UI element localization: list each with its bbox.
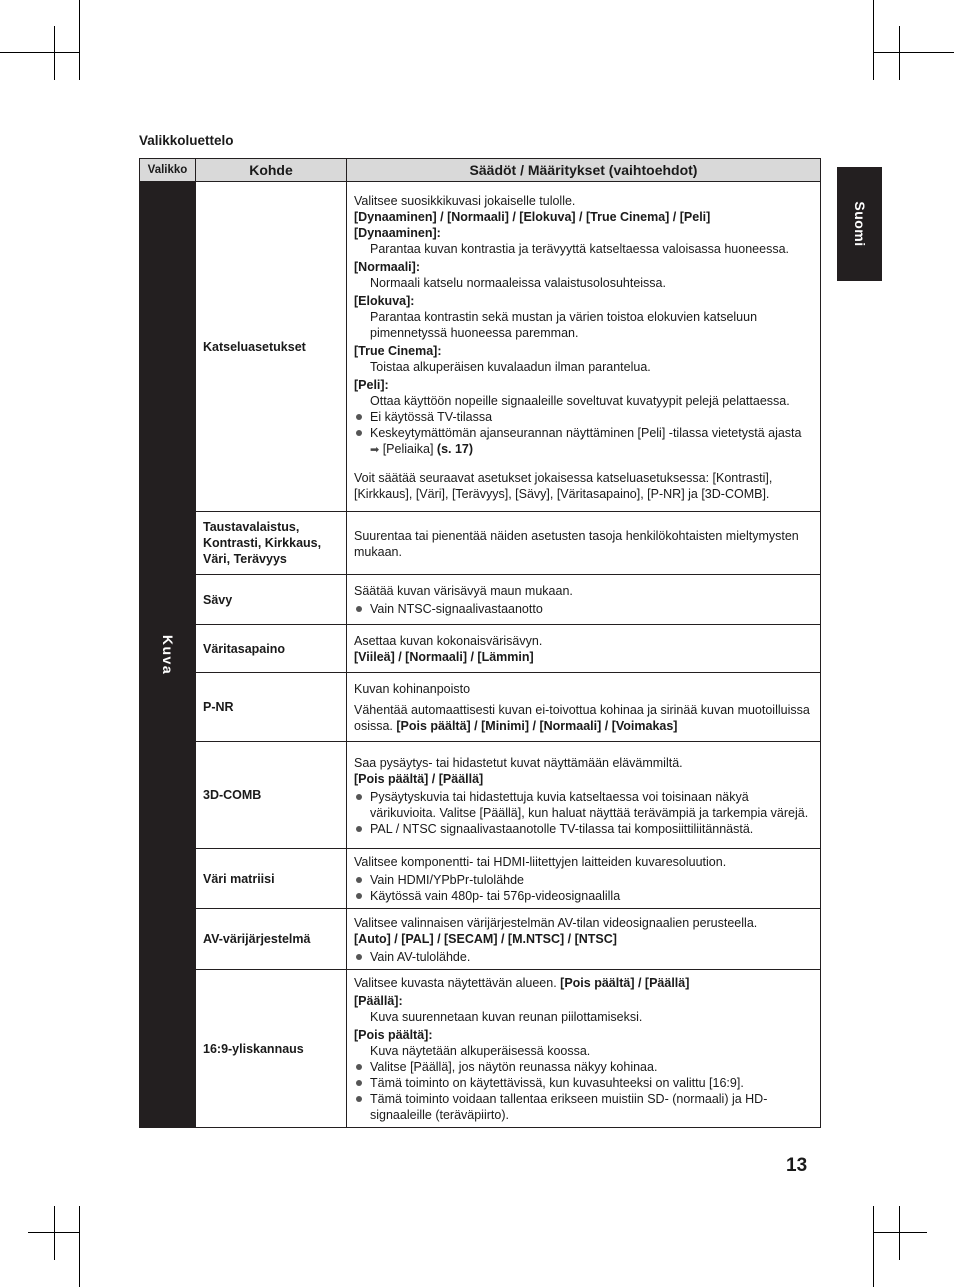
bullet-item: Vain AV-tulolähde. bbox=[354, 949, 810, 965]
options-line: [Pois päältä] / [Minimi] / [Normaali] / [Voimakas] bbox=[396, 719, 678, 733]
crop-mark bbox=[899, 26, 900, 80]
option-heading: [Pois päältä]: bbox=[354, 1028, 433, 1042]
table-row bbox=[140, 970, 821, 1128]
options-line: [Dynaaminen] / [Normaali] / [Elokuva] / [True Cinema] / [Peli] bbox=[354, 209, 711, 224]
desc-line: Valitsee valinnaisen värijärjestelmän AV-tilan videosignaalien perusteella. bbox=[354, 915, 758, 930]
item-name: Väri matriisi bbox=[196, 849, 347, 909]
bullet-item: Valitse [Päällä], jos näytön reunassa näkyy kohinaa. bbox=[354, 1059, 810, 1075]
options-line: [Auto] / [PAL] / [SECAM] / [M.NTSC] / [NTSC] bbox=[354, 931, 617, 946]
bullet-item: Tämä toiminto voidaan tallentaa erikseen muistiin SD- (normaali) ja HD-signaaleille (teräväpiirto). bbox=[354, 1091, 810, 1123]
item-description bbox=[347, 742, 821, 849]
option-text: Normaali katselu normaaleissa valaistusolosuhteissa. bbox=[370, 275, 666, 290]
item-description bbox=[347, 625, 821, 673]
language-label: Suomi bbox=[851, 201, 868, 247]
page-reference: (s. 17) bbox=[436, 441, 474, 456]
menu-table bbox=[139, 158, 821, 1128]
item-name: Katseluasetukset bbox=[196, 182, 347, 512]
option-heading: [Peli]: bbox=[354, 377, 389, 392]
options-line: [Pois päältä] / [Päällä] bbox=[560, 976, 690, 990]
option-heading: [Dynaaminen]: bbox=[354, 225, 441, 240]
bullet-item: Vain HDMI/YPbPr-tulolähde bbox=[354, 872, 810, 888]
option-text: Kuva suurennetaan kuvan reunan piilottamiseksi. bbox=[370, 1010, 643, 1024]
desc-line: Kuvan kohinanpoisto bbox=[354, 682, 471, 696]
desc-line: Valitsee komponentti- tai HDMI-liitettyjen laitteiden kuvaresoluution. bbox=[354, 855, 727, 869]
item-description bbox=[347, 909, 821, 970]
bullet-item: Ei käytössä TV-tilassa bbox=[354, 409, 810, 425]
header-menu: Valikko bbox=[140, 159, 196, 182]
crop-mark bbox=[899, 1206, 900, 1260]
item-name: Väritasapaino bbox=[196, 625, 347, 673]
option-heading: [Elokuva]: bbox=[354, 293, 415, 308]
bullet-item: Vain NTSC-signaalivastaanotto bbox=[354, 601, 810, 617]
item-name: 16:9-yliskannaus bbox=[196, 970, 347, 1128]
bullet-item: Tämä toiminto on käytettävissä, kun kuvasuhteeksi on valittu [16:9]. bbox=[354, 1075, 810, 1091]
item-name: Sävy bbox=[196, 575, 347, 625]
option-text: Parantaa kontrastin sekä mustan ja värien toistoa elokuvien katseluun pimennetyssä huoneessa paremman. bbox=[370, 309, 758, 340]
language-side-tab bbox=[837, 167, 882, 281]
crop-mark bbox=[899, 52, 954, 53]
desc-note: Voit säätää seuraavat asetukset jokaisessa katseluasetuksessa: [Kontrasti], [Kirkkaus], [Väri], [Terävyys], [Sävy], [Väritasapaino], [P-NR] ja [3D-COMB]. bbox=[354, 470, 773, 501]
option-text: Parantaa kuvan kontrastia ja terävyyttä katseltaessa valoisassa huoneessa. bbox=[370, 241, 789, 256]
table-row bbox=[140, 575, 821, 625]
page-number: 13 bbox=[786, 1155, 808, 1176]
item-description bbox=[347, 512, 821, 575]
option-heading: [Normaali]: bbox=[354, 259, 420, 274]
desc-line: Saa pysäytys- tai hidastetut kuvat näyttämään elävämmiltä. bbox=[354, 755, 683, 770]
table-row bbox=[140, 742, 821, 849]
item-description bbox=[347, 673, 821, 742]
desc-line bbox=[354, 975, 810, 991]
bullet-item: Pysäytyskuvia tai hidastettuja kuvia katseltaessa voi toisinaan näkyä värikuvioita. Valitse [Päällä], kun haluat näyttää terävämpiä ja tarkempia värejä. bbox=[354, 789, 810, 821]
crop-mark bbox=[873, 1232, 927, 1233]
table-row bbox=[140, 909, 821, 970]
item-name: AV-värijärjestelmä bbox=[196, 909, 347, 970]
header-settings: Säädöt / Määritykset (vaihtoehdot) bbox=[347, 159, 821, 182]
table-row bbox=[140, 182, 821, 512]
option-text: Toistaa alkuperäisen kuvalaadun ilman parantelua. bbox=[370, 359, 651, 374]
item-description bbox=[347, 575, 821, 625]
item-description bbox=[347, 970, 821, 1128]
desc-line: Säätää kuvan värisävyä maun mukaan. bbox=[354, 584, 573, 598]
options-line: [Pois päältä] / [Päällä] bbox=[354, 771, 484, 786]
option-text: Ottaa käyttöön nopeille signaaleille soveltuvat kuvatyypit pelejä pelattaessa. bbox=[370, 393, 790, 408]
crop-mark bbox=[873, 1206, 874, 1287]
table-row bbox=[140, 849, 821, 909]
option-heading: [True Cinema]: bbox=[354, 343, 442, 358]
options-line: [Viileä] / [Normaali] / [Lämmin] bbox=[354, 650, 534, 664]
item-description bbox=[347, 182, 821, 512]
option-text: Kuva näytetään alkuperäisessä koossa. bbox=[370, 1044, 591, 1058]
option-heading: [Päällä]: bbox=[354, 994, 403, 1008]
table-row bbox=[140, 512, 821, 575]
item-description bbox=[347, 849, 821, 909]
table-row bbox=[140, 673, 821, 742]
item-name: P-NR bbox=[196, 673, 347, 742]
bullet-item: Käytössä vain 480p- tai 576p-videosignaalilla bbox=[354, 888, 810, 904]
crop-mark bbox=[79, 1206, 80, 1287]
menu-name: Kuva bbox=[159, 634, 176, 675]
crop-mark bbox=[79, 0, 80, 80]
section-title: Valikkoluettelo bbox=[139, 133, 234, 148]
crop-mark bbox=[873, 0, 874, 80]
bullet-item bbox=[354, 425, 810, 458]
bullet-item: PAL / NTSC signaalivastaanotolle TV-tilassa tai komposiittiliitännästä. bbox=[354, 821, 810, 837]
table-row bbox=[140, 625, 821, 673]
reference-setting: [Peliaika] bbox=[382, 441, 434, 456]
item-name: Taustavalaistus, Kontrasti, Kirkkaus, Väri, Terävyys bbox=[196, 512, 347, 575]
desc-line: Asettaa kuvan kokonaisvärisävyn. bbox=[354, 634, 543, 648]
item-name: 3D-COMB bbox=[196, 742, 347, 849]
bullet-text: Keskeytymättömän ajanseurannan näyttäminen [Peli] -tilassa vietetystä ajasta bbox=[370, 425, 802, 440]
desc-text: Vähentää automaattisesti kuvan ei-toivottua kohinaa ja sirinää kuvan muotoilluissa osissa. bbox=[354, 703, 810, 733]
desc-line: Suurentaa tai pienentää näiden asetusten tasoja henkilökohtaisten mieltymysten mukaan. bbox=[354, 528, 799, 559]
desc-text: Valitsee kuvasta näytettävän alueen. bbox=[354, 976, 557, 990]
menu-name-cell bbox=[140, 182, 196, 1128]
desc-line bbox=[354, 702, 810, 734]
header-item: Kohde bbox=[196, 159, 347, 182]
desc-line: Valitsee suosikkikuvasi jokaiselle tulolle. bbox=[354, 193, 576, 208]
table-header-row bbox=[140, 159, 821, 182]
crop-mark bbox=[54, 26, 55, 80]
arrow-right-icon: ➡ bbox=[370, 443, 380, 456]
crop-mark bbox=[54, 1206, 55, 1260]
